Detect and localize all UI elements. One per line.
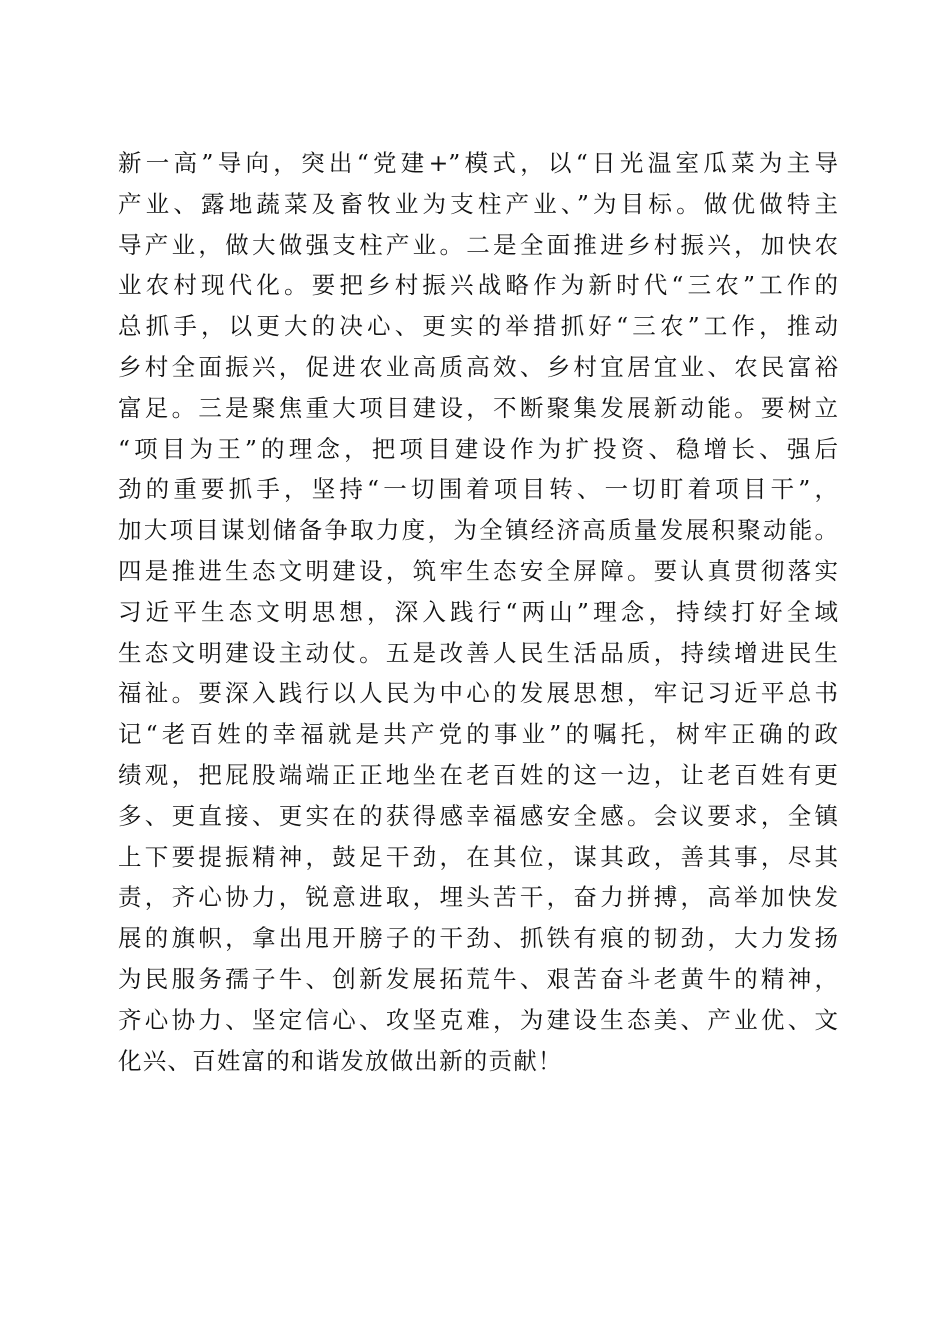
text-line: “项目为王”的理念，把项目建设作为扩投资、稳增长、强后 (118, 434, 838, 463)
text-line: 上下要提振精神，鼓足干劲，在其位，谋其政，善其事，尽其 (118, 842, 838, 871)
text-line: 展的旗帜，拿出甩开膀子的干劲、抓铁有痕的韧劲，大力发扬 (118, 924, 838, 953)
text-line: 导产业，做大做强支柱产业。二是全面推进乡村振兴，加快农 (118, 230, 838, 259)
text-line: 加大项目谋划储备争取力度，为全镇经济高质量发展积聚动能。 (118, 516, 838, 545)
text-line: 习近平生态文明思想，深入践行“两山”理念，持续打好全域 (118, 597, 838, 626)
text-line: 新一高”导向，突出“党建+”模式，以“日光温室瓜菜为主导 (118, 149, 838, 177)
text-line: 为民服务孺子牛、创新发展拓荒牛、艰苦奋斗老黄牛的精神， (118, 964, 838, 993)
text-line: 多、更直接、更实在的获得感幸福感安全感。会议要求，全镇 (118, 801, 838, 830)
text-line: 记“老百姓的幸福就是共产党的事业”的嘱托，树牢正确的政 (118, 720, 838, 749)
text-line: 福祉。要深入践行以人民为中心的发展思想，牢记习近平总书 (118, 679, 838, 708)
text-line: 富足。三是聚焦重大项目建设，不断聚集发展新动能。要树立 (118, 393, 838, 422)
body-paragraph (118, 143, 838, 1081)
text-line: 业农村现代化。要把乡村振兴战略作为新时代“三农”工作的 (118, 271, 838, 300)
text-line: 产业、露地蔬菜及畜牧业为支柱产业、”为目标。做优做特主 (118, 189, 838, 218)
text-line: 四是推进生态文明建设，筑牢生态安全屏障。要认真贯彻落实 (118, 556, 838, 585)
text-line: 总抓手，以更大的决心、更实的举措抓好“三农”工作，推动 (118, 312, 838, 341)
text-line-last: 化兴、百姓富的和谐发放做出新的贡献！ (118, 1046, 563, 1075)
text-line: 绩观，把屁股端端正正地坐在老百姓的这一边，让老百姓有更 (118, 760, 838, 789)
text-line: 劲的重要抓手，坚持“一切围着项目转、一切盯着项目干”， (118, 475, 838, 504)
text-line: 责，齐心协力，锐意进取，埋头苦干，奋力拼搏，高举加快发 (118, 883, 838, 912)
text-line: 乡村全面振兴，促进农业高质高效、乡村宜居宜业、农民富裕 (118, 352, 838, 381)
text-line: 生态文明建设主动仗。五是改善人民生活品质，持续增进民生 (118, 638, 838, 667)
text-line: 齐心协力、坚定信心、攻坚克难，为建设生态美、产业优、文 (118, 1005, 838, 1034)
